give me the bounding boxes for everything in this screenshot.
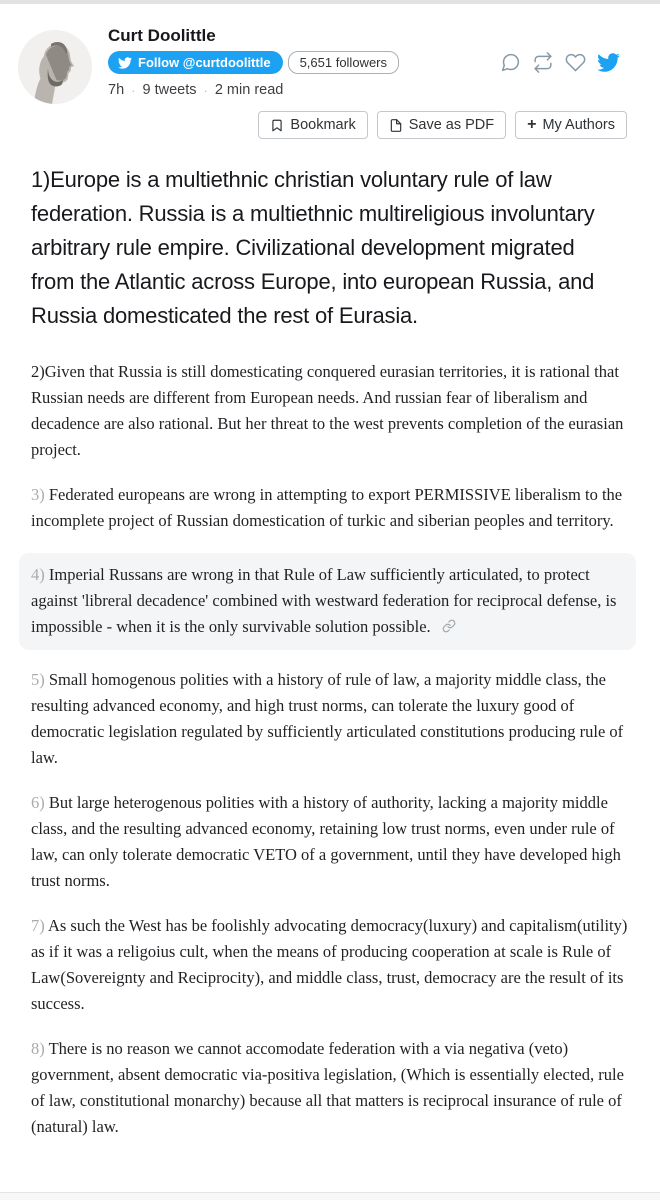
tweet-5: 5) Small homogenous polities with a history of rule of law, a majority middle class, the resulting advanced economy, and high trust norms, can tolerate the luxury good of democratic legislation regulated by sufficiently articulated constitutions producing rule of law. [31,670,624,767]
reply-icon[interactable] [500,52,521,73]
tweet-2: 2)Given that Russia is still domesticating conquered eurasian territories, it is rational that Russian needs are different from European needs. And russian fear of liberalism and decadence are also rational. But her threat to the west prevents completion of the eurasian project. [31,362,624,459]
tweet-1: 1)Europe is a multiethnic christian voluntary rule of law federation. Russia is a multiethnic multireligious involuntary arbitrary rule empire. Civilizational development migrated from the Atlantic across Europe, into european Russia, and Russia domesticated the rest of Eurasia. [31,167,595,328]
tweet-permalink-chain-icon[interactable] [442,615,456,641]
bookmark-button-label: Bookmark [290,117,356,133]
twitter-bird-icon[interactable] [597,53,620,72]
plus-icon: + [527,116,537,133]
avatar[interactable] [18,30,92,104]
toolbar [258,111,627,139]
tweet-number: 4) [31,565,49,584]
tweet-number: 7) [31,916,48,935]
bookmark-button[interactable] [258,111,367,139]
save-as-pdf-button[interactable] [377,111,506,139]
retweet-icon[interactable] [532,52,554,73]
follow-row [108,51,399,74]
follow-button-label: Follow @curtdoolittle [138,55,271,70]
document-icon [389,118,403,133]
top-nav-border [0,0,660,4]
followers-count-label: 5,651 followers [299,55,388,70]
tweet-number: 5) [31,670,49,689]
my-authors-button[interactable] [515,111,627,139]
tweet-number: 6) [31,793,49,812]
tweet-8: 8) There is no reason we cannot accomodate federation with a via negativa (veto) government, absent democratic via-positiva legislation, (Which is essentially elected, rule of law, constitutional monarchy) because all that matters is reciprocal insurance of rule of (natural) law. [31,1039,624,1136]
tweet-7: 7) As such the West has be foolishly advocating democracy(luxury) and capitalism(utility) as if it was a religoius cult, when the means of producing cooperation at scale is Rule of Law(Sovereignty and Reciprocity), and middle class, trust, democracy are the result of its success. [31,916,628,1013]
like-heart-icon[interactable] [565,52,586,73]
my-authors-label: My Authors [542,117,615,133]
followers-count-badge [288,51,399,74]
bookmark-icon [270,118,284,133]
tweet-social-actions [500,52,620,73]
tweet-4: 4) Imperial Russans are wrong in that Rule of Law sufficiently articulated, to protect against 'libreral decadence' combined with westward federation for reciprocal defense, is impossible - when it is the only survivable solution possible. [19,553,636,650]
footer-band [0,1192,660,1200]
thread-time: 7h [108,82,125,98]
tweet-6: 6) But large heterogenous polities with a history of authority, lacking a majority middle class, and the resulting advanced economy, retaining low trust norms, even under rule of law, can only tolerate democratic VETO of a government, until they have developed high trust norms. [31,793,621,890]
thread-read-time: 2 min read [214,82,284,98]
meta-dot: · [131,82,136,98]
tweet-number: 8) [31,1039,49,1058]
meta-dot: · [203,82,208,98]
thread-meta [108,82,283,98]
thread [31,163,630,1159]
thread-tweet-count: 9 tweets [142,82,197,98]
save-as-pdf-label: Save as PDF [408,117,495,133]
twitter-bird-icon [118,57,132,69]
tweet-number: 3) [31,485,49,504]
avatar-portrait-sketch [18,30,92,104]
tweet-3: 3) Federated europeans are wrong in attempting to export PERMISSIVE liberalism to the incomplete project of Russian domestication of turkic and siberian peoples and territory. [31,485,623,530]
author-name[interactable]: Curt Doolittle [108,26,216,45]
follow-button[interactable] [108,51,283,74]
